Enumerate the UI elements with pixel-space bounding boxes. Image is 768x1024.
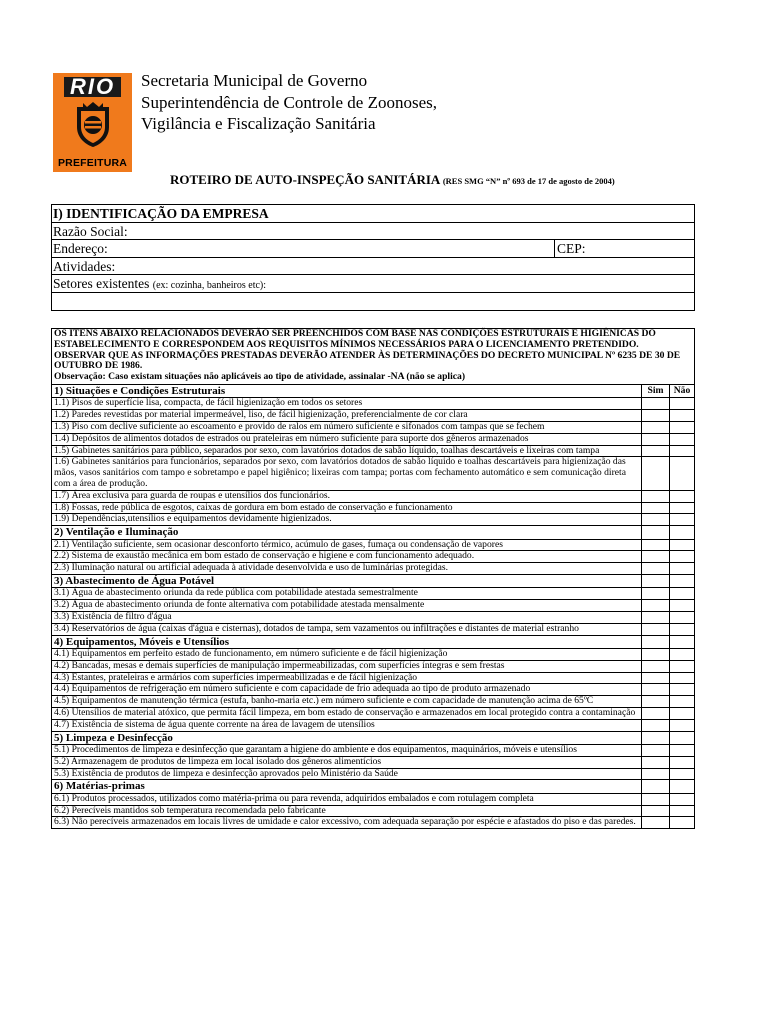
checklist-item-text: 1.9) Dependências,utensílios e equipamentos devidamente higienizados.	[52, 514, 642, 525]
checklist-intro-text: OS ITENS ABAIXO RELACIONADOS DEVERÃO SER PREENCHIDOS COM BASE NAS CONDIÇÕES ESTRUTURAIS E HIGIÊNICAS DO ESTABELECIMENTO E CORRESPONDEM AOS REQUISITOS MÍNIMOS NECESSÁRIOS PARA O LICENCIAMENTO PRETENDIDO. OBSERVAR QUE AS INFORMAÇÕES PRESTADAS DEVERÃO ATENDER ÀS DETERMINAÇÕES DO DECRETO MUNICIPAL Nº 6235 DE 30 DE OUTUBRO DE 1986.	[54, 328, 681, 372]
sim-checkbox-cell[interactable]	[642, 457, 670, 489]
razao-social-field[interactable]	[52, 223, 694, 241]
sim-checkbox-cell[interactable]	[642, 503, 670, 514]
atividades-field[interactable]	[52, 258, 694, 276]
section-title: 5) Limpeza e Desinfecção	[52, 732, 642, 744]
checklist-item-text: 6.1) Produtos processados, utilizados como matéria-prima ou para revenda, adquiridos embalados e com rotulagem completa	[52, 794, 642, 805]
org-line-3: Vigilância e Fiscalização Sanitária	[141, 114, 376, 133]
checklist-item-row	[52, 612, 694, 624]
checklist-item-text: 1.4) Depósitos de alimentos dotados de estrados ou prateleiras em número suficiente para suporte dos gêneros armazenados	[52, 434, 642, 445]
nao-checkbox-cell[interactable]	[670, 745, 694, 756]
section-title: 6) Matérias-primas	[52, 780, 642, 792]
nao-checkbox-cell[interactable]	[670, 563, 694, 574]
sim-checkbox-cell[interactable]	[642, 794, 670, 805]
org-line-2: Superintendência de Controle de Zoonoses,	[141, 92, 438, 112]
checklist-item-row	[52, 817, 694, 828]
nao-checkbox-cell[interactable]	[670, 398, 694, 409]
nao-header-blank	[670, 575, 694, 587]
sim-checkbox-cell[interactable]	[642, 745, 670, 756]
logo-rio-text: RIO	[64, 77, 121, 97]
sim-checkbox-cell[interactable]	[642, 446, 670, 457]
document-title-text: ROTEIRO DE AUTO-INSPEÇÃO SANITÁRIA	[170, 172, 440, 187]
section-title: 1) Situações e Condições Estruturais	[52, 385, 642, 397]
checklist-item-text: 1.8) Fossas, rede pública de esgotos, caixas de gordura em bom estado de conservação e funcionamento	[52, 503, 642, 514]
checklist-item-text: 4.4) Equipamentos de refrigeração em número suficiente e com capacidade de frio adequada ao tipo de produto armazenado	[52, 684, 642, 695]
sim-checkbox-cell[interactable]	[642, 757, 670, 768]
checklist-item-text: 6.2) Perecíveis mantidos sob temperatura recomendada pelo fabricante	[52, 806, 642, 817]
nao-checkbox-cell[interactable]	[670, 661, 694, 672]
setores-blank-line[interactable]	[52, 293, 694, 311]
checklist-item-text: 4.1) Equipamentos em perfeito estado de funcionamento, em número suficiente e de fácil higienização	[52, 649, 642, 660]
checklist-item-text: 3.4) Reservatórios de água (caixas d'água e cisternas), dotados de tampa, sem vazamentos ou infiltrações e distantes de material estranho	[52, 624, 642, 635]
sim-checkbox-cell[interactable]	[642, 817, 670, 828]
nao-checkbox-cell[interactable]	[670, 708, 694, 719]
checklist-item-text: 4.6) Utensílios de material atóxico, que permita fácil limpeza, em bom estado de conservação e armazenados em local protegido contra a contaminação	[52, 708, 642, 719]
org-line-1: Secretaria Municipal de Governo	[141, 71, 368, 90]
sim-checkbox-cell[interactable]	[642, 551, 670, 562]
checklist-item-text: 4.3) Estantes, prateleiras e armários com superfícies impermeabilizadas e de fácil higienização	[52, 673, 642, 684]
sim-checkbox-cell[interactable]	[642, 491, 670, 502]
section-header-row	[52, 780, 694, 793]
setores-field[interactable]	[52, 275, 694, 293]
checklist-item-text: 1.3) Piso com declive suficiente ao escoamento e provido de ralos em número suficiente e sifonados com tampas que se fechem	[52, 422, 642, 433]
checklist-item-row	[52, 491, 694, 503]
checklist-item-text: 3.3) Existência de filtro d'água	[52, 612, 642, 623]
checklist-item-text: 6.3) Não perecíveis armazenados em locais livres de umidade e calor excessivo, com adequada separação por espécie e afastados do piso e das paredes.	[52, 817, 642, 828]
document-title	[170, 172, 615, 188]
checklist-item-row	[52, 649, 694, 661]
checklist-item-text: 5.3) Existência de produtos de limpeza e desinfecção aprovados pelo Ministério da Saúde	[52, 769, 642, 780]
nao-checkbox-cell[interactable]	[670, 457, 694, 489]
sim-checkbox-cell[interactable]	[642, 708, 670, 719]
col-sim-header: Sim	[642, 385, 670, 397]
atividades-label: Atividades:	[53, 258, 116, 274]
checklist-item-text: 5.2) Armazenagem de produtos de limpeza em local isolado dos gêneros alimentícios	[52, 757, 642, 768]
section-title: 2) Ventilação e Iluminação	[52, 526, 642, 538]
checklist-item-text: 4.5) Equipamentos de manutenção térmica (estufa, banho-maria etc.) em número suficiente e com capacidade de manutenção acima de 65ºC	[52, 696, 642, 707]
prefeitura-rio-logo	[53, 73, 132, 172]
cep-field[interactable]	[554, 240, 586, 257]
checklist-item-row	[52, 624, 694, 636]
coat-of-arms-icon	[69, 101, 117, 149]
nao-header-blank	[670, 526, 694, 538]
cep-label: CEP:	[557, 241, 586, 256]
nao-checkbox-cell[interactable]	[670, 673, 694, 684]
col-nao-header: Não	[673, 384, 691, 396]
sim-checkbox-cell[interactable]	[642, 612, 670, 623]
checklist-item-row	[52, 563, 694, 575]
sim-checkbox-cell[interactable]	[642, 684, 670, 695]
nao-header-blank	[670, 732, 694, 744]
checklist-item-row	[52, 757, 694, 769]
nao-checkbox-cell[interactable]	[670, 600, 694, 611]
section-header-row	[52, 636, 694, 649]
identification-heading: I) IDENTIFICAÇÃO DA EMPRESA	[52, 205, 694, 223]
nao-checkbox-cell[interactable]	[670, 491, 694, 502]
checklist-item-text: 2.2) Sistema de exaustão mecânica em bom estado de conservação e higiene e com funcionamento adequado.	[52, 551, 642, 562]
checklist-item-text: 2.1) Ventilação suficiente, sem ocasionar desconforto térmico, acúmulo de gases, fumaça ou condensação de vapores	[52, 540, 642, 551]
checklist-item-row	[52, 434, 694, 446]
sim-checkbox-cell[interactable]	[642, 661, 670, 672]
nao-checkbox-cell[interactable]	[670, 806, 694, 817]
nao-checkbox-cell[interactable]	[670, 588, 694, 599]
nao-checkbox-cell[interactable]	[670, 757, 694, 768]
nao-checkbox-cell[interactable]	[670, 817, 694, 828]
setores-label: Setores existentes	[53, 276, 150, 291]
checklist-item-row	[52, 769, 694, 781]
sim-checkbox-cell[interactable]	[642, 563, 670, 574]
sim-checkbox-cell[interactable]	[642, 600, 670, 611]
logo-prefeitura-text: PREFEITURA	[57, 157, 128, 169]
checklist-item-text: 5.1) Procedimentos de limpeza e desinfecção que garantam a higiene do ambiente e dos equipamentos, maquinários, móveis e utensílios	[52, 745, 642, 756]
sim-checkbox-cell[interactable]	[642, 673, 670, 684]
nao-checkbox-cell[interactable]	[670, 720, 694, 731]
checklist-item-text: 4.7) Existência de sistema de água quente corrente na área de lavagem de utensílios	[52, 720, 642, 731]
checklist-item-row	[52, 457, 694, 490]
checklist-item-text: 1.1) Pisos de superfície lisa, compacta, de fácil higienização em todos os setores	[52, 398, 642, 409]
checklist-item-row	[52, 661, 694, 673]
sim-checkbox-cell[interactable]	[642, 514, 670, 525]
sim-checkbox-cell[interactable]	[642, 696, 670, 707]
checklist-item-row	[52, 514, 694, 526]
sim-checkbox-cell[interactable]	[642, 410, 670, 421]
logo-rio-band	[57, 74, 128, 99]
checklist-item-text: 1.2) Paredes revestidas por material impermeável, liso, de fácil higienização, preferencialmente de cor clara	[52, 410, 642, 421]
checklist-item-text: 1.6) Gabinetes sanitários para funcionários, separados por sexo, com lavatórios dotados de sabão líquido e toalhas descartáveis para higienização das mãos, vasos sanitários com tampo e sobretampo e papel higiênico; lixeiras com tampa; portas com fechamento automático e sem comunicação direta com a área de produção.	[52, 457, 642, 489]
nao-checkbox-cell[interactable]	[670, 794, 694, 805]
razao-social-label: Razão Social:	[53, 223, 128, 239]
checklist-item-row	[52, 745, 694, 757]
organization-block	[141, 70, 437, 135]
nao-checkbox-cell[interactable]	[670, 612, 694, 623]
nao-checkbox-cell[interactable]	[670, 434, 694, 445]
nao-checkbox-cell[interactable]	[670, 649, 694, 660]
checklist-item-text: 3.1) Água de abastecimento oriunda da rede pública com potabilidade atestada semestralmente	[52, 588, 642, 599]
sim-header-blank	[642, 732, 670, 744]
checklist-item-row	[52, 422, 694, 434]
section-header-row	[52, 526, 694, 539]
sim-checkbox-cell[interactable]	[642, 588, 670, 599]
nao-checkbox-cell[interactable]	[670, 684, 694, 695]
nao-checkbox-cell[interactable]	[670, 624, 694, 635]
nao-checkbox-cell[interactable]	[670, 446, 694, 457]
sim-checkbox-cell[interactable]	[642, 398, 670, 409]
checklist-item-text: 1.7) Área exclusiva para guarda de roupas e utensílios dos funcionários.	[52, 491, 642, 502]
checklist-item-text: 2.3) Iluminação natural ou artificial adequada à atividade desenvolvida e uso de luminárias protegidas.	[52, 563, 642, 574]
checklist-item-text: 1.5) Gabinetes sanitários para público, separados por sexo, com lavatórios dotados de sabão líquido, toalhas descartáveis e lixeiras com tampa	[52, 446, 642, 457]
sim-checkbox-cell[interactable]	[642, 720, 670, 731]
sim-checkbox-cell[interactable]	[642, 624, 670, 635]
sim-header-blank	[642, 636, 670, 648]
nao-checkbox-cell[interactable]	[670, 503, 694, 514]
nao-checkbox-cell[interactable]	[670, 769, 694, 780]
sim-header-blank	[642, 780, 670, 792]
sim-header-blank	[642, 526, 670, 538]
nao-checkbox-cell[interactable]	[670, 540, 694, 551]
nao-checkbox-cell[interactable]	[670, 410, 694, 421]
section-header-row	[52, 385, 694, 398]
sim-header-blank	[642, 575, 670, 587]
checklist-intro	[52, 329, 694, 385]
checklist-observacao: Observação: Caso existam situações não aplicáveis ao tipo de atividade, assinalar -NA (não se aplica)	[54, 371, 466, 383]
checklist-item-row	[52, 720, 694, 732]
identification-box	[51, 204, 695, 311]
endereco-field[interactable]	[52, 240, 694, 258]
nao-header-blank	[670, 780, 694, 792]
sim-checkbox-cell[interactable]	[642, 649, 670, 660]
sim-checkbox-cell[interactable]	[642, 434, 670, 445]
endereco-label: Endereço:	[53, 241, 108, 256]
section-title: 4) Equipamentos, Móveis e Utensílios	[52, 636, 642, 648]
nao-checkbox-cell[interactable]	[670, 696, 694, 707]
nao-header-blank	[670, 636, 694, 648]
sim-checkbox-cell[interactable]	[642, 540, 670, 551]
checklist-item-row	[52, 794, 694, 806]
document-title-ref: (RES SMG “N” nº 693 de 17 de agosto de 2004)	[442, 176, 615, 186]
setores-hint: (ex: cozinha, banheiros etc):	[152, 280, 267, 291]
checklist-item-row	[52, 708, 694, 720]
checklist-table	[51, 328, 695, 829]
checklist-item-text: 4.2) Bancadas, mesas e demais superfícies de manipulação impermeabilizadas, com superfícies íntegras e sem frestas	[52, 661, 642, 672]
nao-checkbox-cell[interactable]	[670, 422, 694, 433]
sim-checkbox-cell[interactable]	[642, 806, 670, 817]
sim-checkbox-cell[interactable]	[642, 422, 670, 433]
section-header-row	[52, 732, 694, 745]
nao-checkbox-cell[interactable]	[670, 551, 694, 562]
checklist-item-text: 3.2) Água de abastecimento oriunda de fonte alternativa com potabilidade atestada mensalmente	[52, 600, 642, 611]
nao-checkbox-cell[interactable]	[670, 514, 694, 525]
section-title: 3) Abastecimento de Água Potável	[52, 575, 642, 587]
sim-checkbox-cell[interactable]	[642, 769, 670, 780]
